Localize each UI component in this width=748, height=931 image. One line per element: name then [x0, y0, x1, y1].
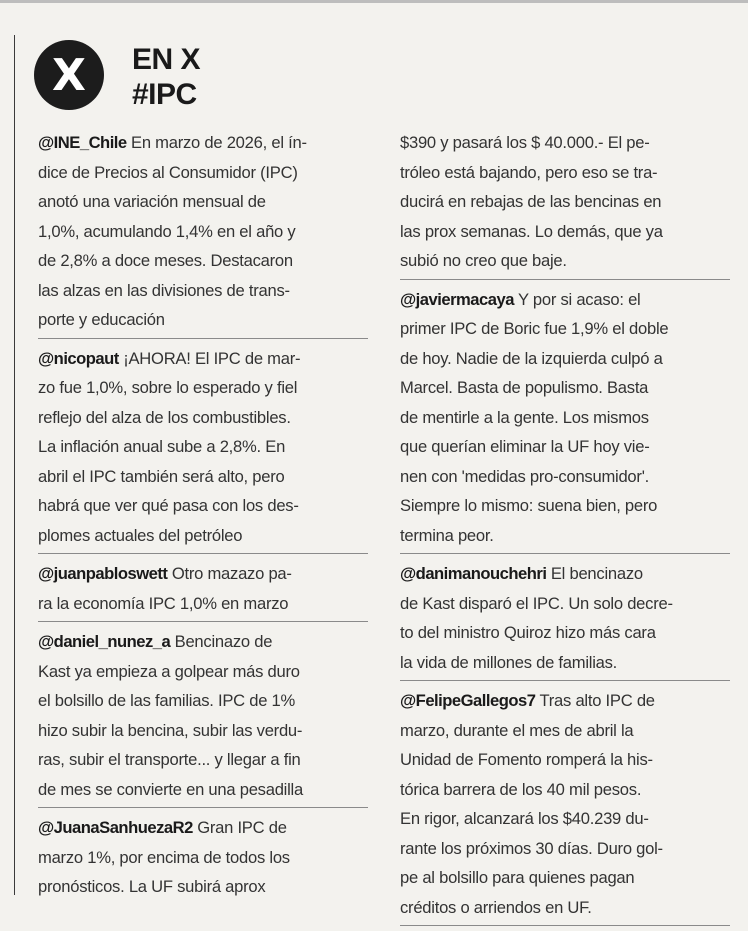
post	[38, 627, 368, 808]
post-line	[38, 462, 368, 492]
post-text: pronósticos. La UF subirá aprox	[38, 877, 266, 896]
post-handle[interactable]: @daniel_nunez_a	[38, 632, 171, 651]
post-text: que querían eliminar la UF hoy vie-	[400, 437, 650, 456]
post-text: 1,0%, acumulando 1,4% en el año y	[38, 221, 296, 241]
post-text: porte y educación	[38, 310, 165, 329]
post-text: Unidad de Fomento romperá la his-	[400, 750, 653, 769]
post-line	[400, 863, 730, 893]
post-text: el bolsillo de las familias. IPC de 1%	[38, 691, 296, 710]
post-text: Y por si acaso: el	[518, 289, 641, 309]
post-line	[38, 627, 368, 657]
post-line	[400, 285, 730, 315]
post-text: de hoy. Nadie de la izquierda culpó a	[400, 348, 663, 368]
post-line	[38, 872, 368, 902]
post-text: El bencinazo	[550, 564, 643, 583]
post-line	[38, 217, 368, 247]
post-text: dice de Precios al Consumidor (IPC)	[38, 162, 298, 182]
post-line	[400, 834, 730, 864]
post-handle[interactable]: @juanpabloswett	[38, 564, 168, 583]
post-line	[38, 686, 368, 716]
post-line	[400, 804, 730, 834]
post-line	[38, 716, 368, 746]
post-line	[400, 716, 730, 746]
post-line	[38, 775, 368, 805]
post-line	[38, 344, 368, 374]
post-line	[400, 403, 730, 433]
post-text: tróleo está bajando, pero eso se tra-	[400, 162, 658, 182]
hashtag-title: #IPC	[132, 78, 197, 111]
post	[400, 559, 730, 681]
post-line	[38, 246, 368, 276]
post-text: En rigor, alcanzará los $40.239 du-	[400, 809, 649, 828]
post-line	[400, 432, 730, 462]
post-handle[interactable]: @FelipeGallegos7	[400, 691, 536, 710]
post-text: Siempre lo mismo: suena bien, pero	[400, 496, 658, 515]
post-text: anotó una variación mensual de	[38, 192, 266, 211]
post-handle[interactable]: @INE_Chile	[38, 133, 127, 152]
post-line	[38, 276, 368, 306]
post	[38, 813, 368, 905]
post-line	[400, 745, 730, 775]
post-text: ras, subir el transporte... y llegar a fin	[38, 750, 301, 769]
post-text: termina peor.	[400, 525, 494, 545]
post-text: marzo, durante el mes de abril la	[400, 720, 634, 740]
post-text: Bencinazo de	[174, 632, 273, 651]
post-text: rante los próximos 30 días. Duro gol-	[400, 838, 663, 858]
post-handle[interactable]: @danimanouchehri	[400, 564, 547, 583]
post-text: marzo 1%, por encima de todos los	[38, 847, 290, 867]
post-text: Kast ya empieza a golpear más duro	[38, 661, 300, 681]
post-line	[400, 217, 730, 247]
post-text: las alzas en las divisiones de trans-	[38, 280, 290, 300]
post-line	[400, 187, 730, 217]
post-line	[400, 521, 730, 551]
post-handle[interactable]: @JuanaSanhuezaR2	[38, 818, 193, 837]
section-title: EN X	[132, 43, 201, 76]
post-text: abril el IPC también será alto, pero	[38, 466, 285, 486]
post-line	[38, 305, 368, 335]
post	[400, 686, 730, 926]
post-text: zo fue 1,0%, sobre lo esperado y fiel	[38, 378, 298, 397]
post-text: ¡AHORA! El IPC de mar-	[123, 348, 301, 368]
post-text: pe al bolsillo para quienes pagan	[400, 868, 635, 887]
post-line	[400, 648, 730, 678]
post-text: tórica barrera de los 40 mil pesos.	[400, 779, 642, 799]
post-text: Gran IPC de	[197, 818, 287, 837]
post	[38, 344, 368, 555]
top-divider	[0, 0, 748, 3]
post-text: las prox semanas. Lo demás, que ya	[400, 221, 663, 241]
post-text: En marzo de 2026, el ín-	[131, 133, 307, 152]
post-line	[400, 491, 730, 521]
post-text: reflejo del alza de los combustibles.	[38, 407, 291, 427]
post-line	[38, 187, 368, 217]
post-line	[38, 128, 368, 158]
post-line	[38, 843, 368, 873]
left-column	[38, 128, 368, 910]
post-line	[400, 158, 730, 188]
post-text: Marcel. Basta de populismo. Basta	[400, 378, 649, 397]
right-column	[400, 128, 730, 931]
post-line	[400, 589, 730, 619]
left-column-rule	[14, 35, 15, 895]
post-handle[interactable]: @nicopaut	[38, 348, 119, 368]
post-line	[400, 559, 730, 589]
post-line	[400, 344, 730, 374]
x-logo-icon: X	[34, 40, 104, 110]
post-text: de 2,8% a doce meses. Destacaron	[38, 251, 293, 270]
post-line	[38, 559, 368, 589]
post-line	[38, 745, 368, 775]
post-line	[400, 128, 730, 158]
post-line	[400, 373, 730, 403]
post-line	[38, 657, 368, 687]
section-header	[132, 42, 200, 112]
post-line	[400, 775, 730, 805]
post-text: Otro mazazo pa-	[171, 564, 292, 583]
post-text: ra la economía IPC 1,0% en marzo	[38, 593, 289, 613]
post	[38, 128, 368, 339]
post-text: habrá que ver qué pasa con los des-	[38, 496, 299, 515]
post-line	[38, 158, 368, 188]
post	[38, 559, 368, 622]
post-text: hizo subir la bencina, subir las verdu-	[38, 720, 303, 740]
post-text: la vida de millones de familias.	[400, 652, 618, 672]
post-text: de mes se convierte en una pesadilla	[38, 779, 303, 799]
post	[400, 128, 730, 280]
post-text: plomes actuales del petróleo	[38, 525, 243, 545]
post-line	[38, 589, 368, 619]
post-text: créditos o arriendos en UF.	[400, 897, 592, 917]
post-line	[400, 462, 730, 492]
post-line	[38, 813, 368, 843]
post-text: subió no creo que baje.	[400, 251, 567, 270]
post-text: to del ministro Quiroz hizo más cara	[400, 623, 656, 642]
post-text: de Kast disparó el IPC. Un solo decre-	[400, 593, 673, 613]
post-line	[38, 403, 368, 433]
post-line	[38, 521, 368, 551]
post-line	[400, 314, 730, 344]
post-text: de mentirle a la gente. Los mismos	[400, 407, 649, 427]
post-text: Tras alto IPC de	[539, 691, 655, 710]
post-handle[interactable]: @javiermacaya	[400, 289, 514, 309]
post-text: ducirá en rebajas de las bencinas en	[400, 192, 662, 211]
post-line	[38, 491, 368, 521]
post-line	[400, 618, 730, 648]
post-line	[38, 373, 368, 403]
post-text: $390 y pasará los $ 40.000.- El pe-	[400, 133, 650, 152]
post-text: primer IPC de Boric fue 1,9% el doble	[400, 319, 669, 338]
post-line	[400, 246, 730, 276]
post-text: nen con 'medidas pro-consumidor'.	[400, 466, 649, 486]
post-text: La inflación anual sube a 2,8%. En	[38, 437, 286, 456]
post-line	[400, 686, 730, 716]
post	[400, 285, 730, 555]
post-line	[400, 893, 730, 923]
post-line	[38, 432, 368, 462]
